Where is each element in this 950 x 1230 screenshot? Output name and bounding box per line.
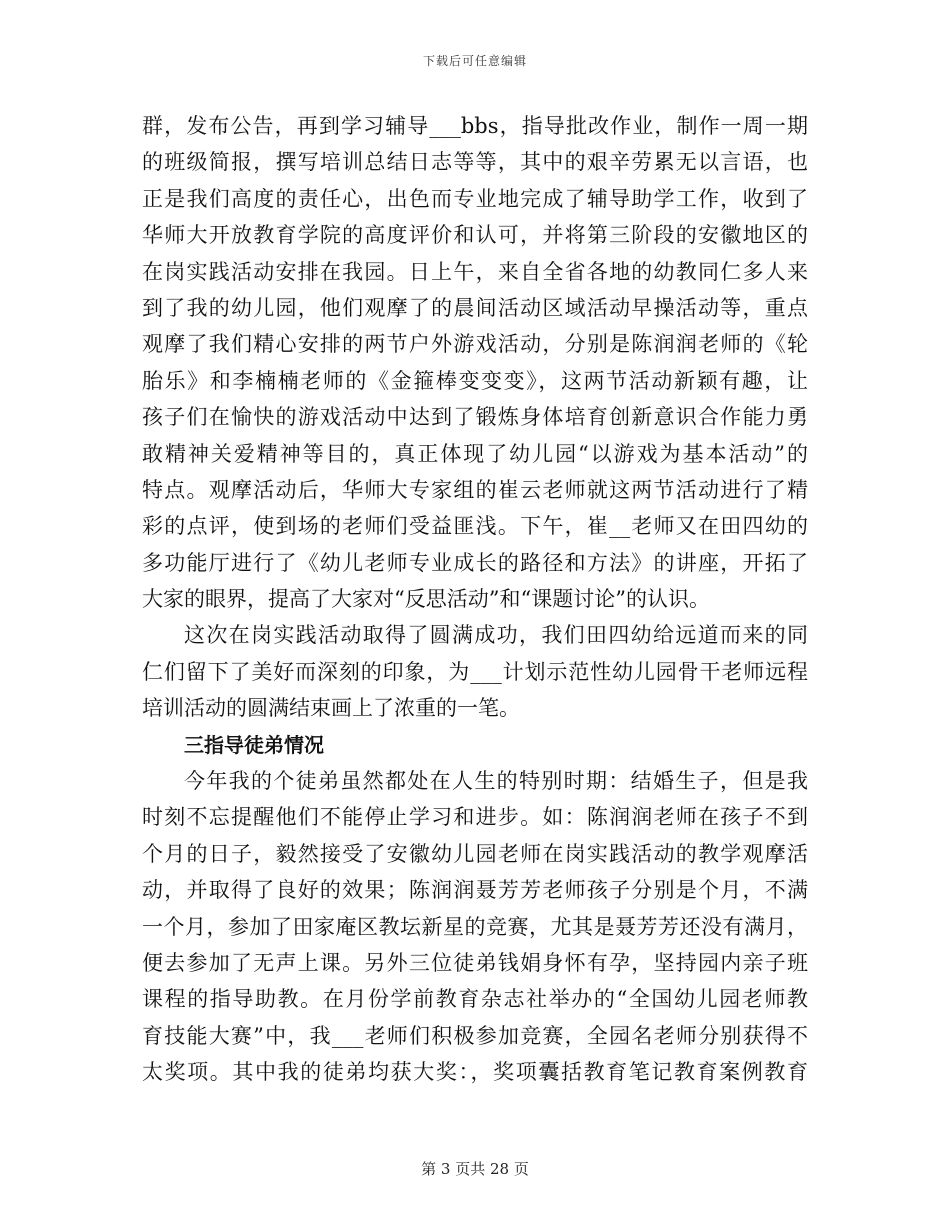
- text-line: 特点。观摩活动后，华师大专家组的崔云老师就这两节活动进行了精: [142, 477, 808, 502]
- text-line: 个月的日子，毅然接受了安徽幼儿园老师在岗实践活动的教学观摩活: [142, 841, 808, 866]
- text-line: 正是我们高度的责任心，出色而专业地完成了辅导助学工作，收到了: [142, 186, 808, 211]
- text-line: 动，并取得了良好的效果；陈润润聂芳芳老师孩子分别是个月，不满: [142, 878, 808, 903]
- document-body: [142, 108, 808, 1091]
- text-line: 孩子们在愉快的游戏活动中达到了锻炼身体培育创新意识合作能力勇: [142, 405, 808, 430]
- text-line: 彩的点评，使到场的老师们受益匪浅。下午，崔__老师又在田四幼的: [142, 514, 808, 539]
- text-line: 观摩了我们精心安排的两节户外游戏活动，分别是陈润润老师的《轮: [142, 332, 808, 357]
- text-line: 在岗实践活动安排在我园。日上午，来自全省各地的幼教同仁多人来: [142, 259, 808, 284]
- text-line: 一个月，参加了田家庵区教坛新星的竞赛，尤其是聂芳芳还没有满月，: [142, 914, 808, 939]
- text-line: 到了我的幼儿园，他们观摩了的晨间活动区域活动早操活动等，重点: [142, 295, 808, 320]
- text-line: 华师大开放教育学院的高度评价和认可，并将第三阶段的安徽地区的: [142, 223, 808, 248]
- text-line: 时刻不忘提醒他们不能停止学习和进步。如：陈润润老师在孩子不到: [142, 805, 808, 830]
- text-line: 便去参加了无声上课。另外三位徒弟钱娟身怀有孕，坚持园内亲子班: [142, 950, 808, 975]
- text-line: 群，发布公告，再到学习辅导___bbs，指导批改作业，制作一周一期: [142, 114, 808, 138]
- section-heading: 三指导徒弟情况: [184, 732, 324, 757]
- page-footer: 第 3 页共 28 页: [421, 1160, 529, 1178]
- text-line: 育技能大赛”中，我___老师们积极参加竞赛，全园名老师分别获得不: [142, 1023, 808, 1048]
- paragraph-first-line: 今年我的个徒弟虽然都处在人生的特别时期：结婚生子，但是我: [184, 769, 808, 794]
- text-line: 培训活动的圆满结束画上了浓重的一笔。: [142, 696, 520, 721]
- paragraph-first-line: 这次在岗实践活动取得了圆满成功，我们田四幼给远道而来的同: [184, 623, 808, 648]
- text-line: 太奖项。其中我的徒弟均获大奖：，奖项囊括教育笔记教育案例教育: [142, 1060, 808, 1085]
- page-header: 下载后可任意编辑: [422, 54, 527, 68]
- text-line: 的班级简报，撰写培训总结日志等等，其中的艰辛劳累无以言语，也: [142, 150, 808, 175]
- text-line: 课程的指导助教。在月份学前教育杂志社举办的“全国幼儿园老师教: [142, 987, 808, 1012]
- text-line: 仁们留下了美好而深刻的印象，为___计划示范性幼儿园骨干老师远程: [142, 659, 808, 684]
- text-line: 敢精神关爱精神等目的，真正体现了幼儿园“以游戏为基本活动”的: [142, 441, 808, 466]
- text-line: 胎乐》和李楠楠老师的《金箍棒变变变》，这两节活动新颖有趣，让: [142, 368, 808, 393]
- text-line: 多功能厅进行了《幼儿老师专业成长的路径和方法》的讲座，开拓了: [142, 550, 808, 575]
- text-line: 大家的眼界，提高了大家对“反思活动”和“课题讨论”的认识。: [142, 587, 710, 612]
